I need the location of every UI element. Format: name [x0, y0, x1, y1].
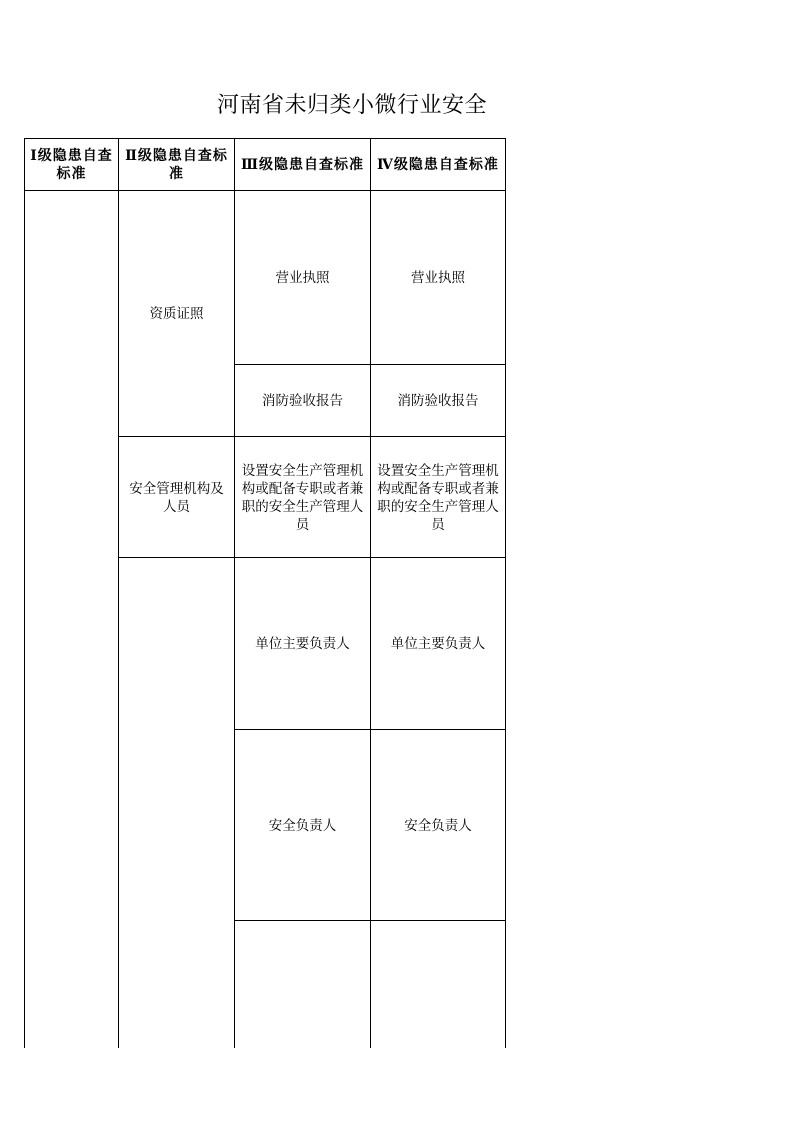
table-row-5-level3: 安全负责人 [234, 729, 370, 921]
level2-cell [118, 557, 234, 1048]
table-row-1-level4: 营业执照 [370, 190, 506, 365]
table-row-2-level4: 消防验收报告 [370, 364, 506, 437]
table-row-6-level3 [234, 920, 370, 1048]
level2-cell: 安全管理机构及人员 [118, 436, 234, 558]
table-row-3-level3: 设置安全生产管理机构或配备专职或者兼职的安全生产管理人员 [234, 436, 370, 558]
header-level4: Ⅳ级隐患自查标准 [370, 138, 506, 191]
header-level1: Ⅰ级隐患自查标准 [24, 138, 118, 191]
table-row-1-level3: 营业执照 [234, 190, 370, 365]
header-level3: Ⅲ级隐患自查标准 [234, 138, 370, 191]
table-row-4-level4: 单位主要负责人 [370, 557, 506, 730]
table-row-4-level3: 单位主要负责人 [234, 557, 370, 730]
table-row-2-level3: 消防验收报告 [234, 364, 370, 437]
title-container [0, 88, 505, 124]
level2-cell: 资质证照 [118, 190, 234, 437]
table-row-3-level4: 设置安全生产管理机构或配备专职或者兼职的安全生产管理人员 [370, 436, 506, 558]
header-level2: Ⅱ级隐患自查标准 [118, 138, 234, 191]
table-row-5-level4: 安全负责人 [370, 729, 506, 921]
page-title: 河南省未归类小微行业安全 [217, 93, 488, 118]
table-row-6-level4 [370, 920, 506, 1048]
level1-cell [24, 190, 118, 1048]
